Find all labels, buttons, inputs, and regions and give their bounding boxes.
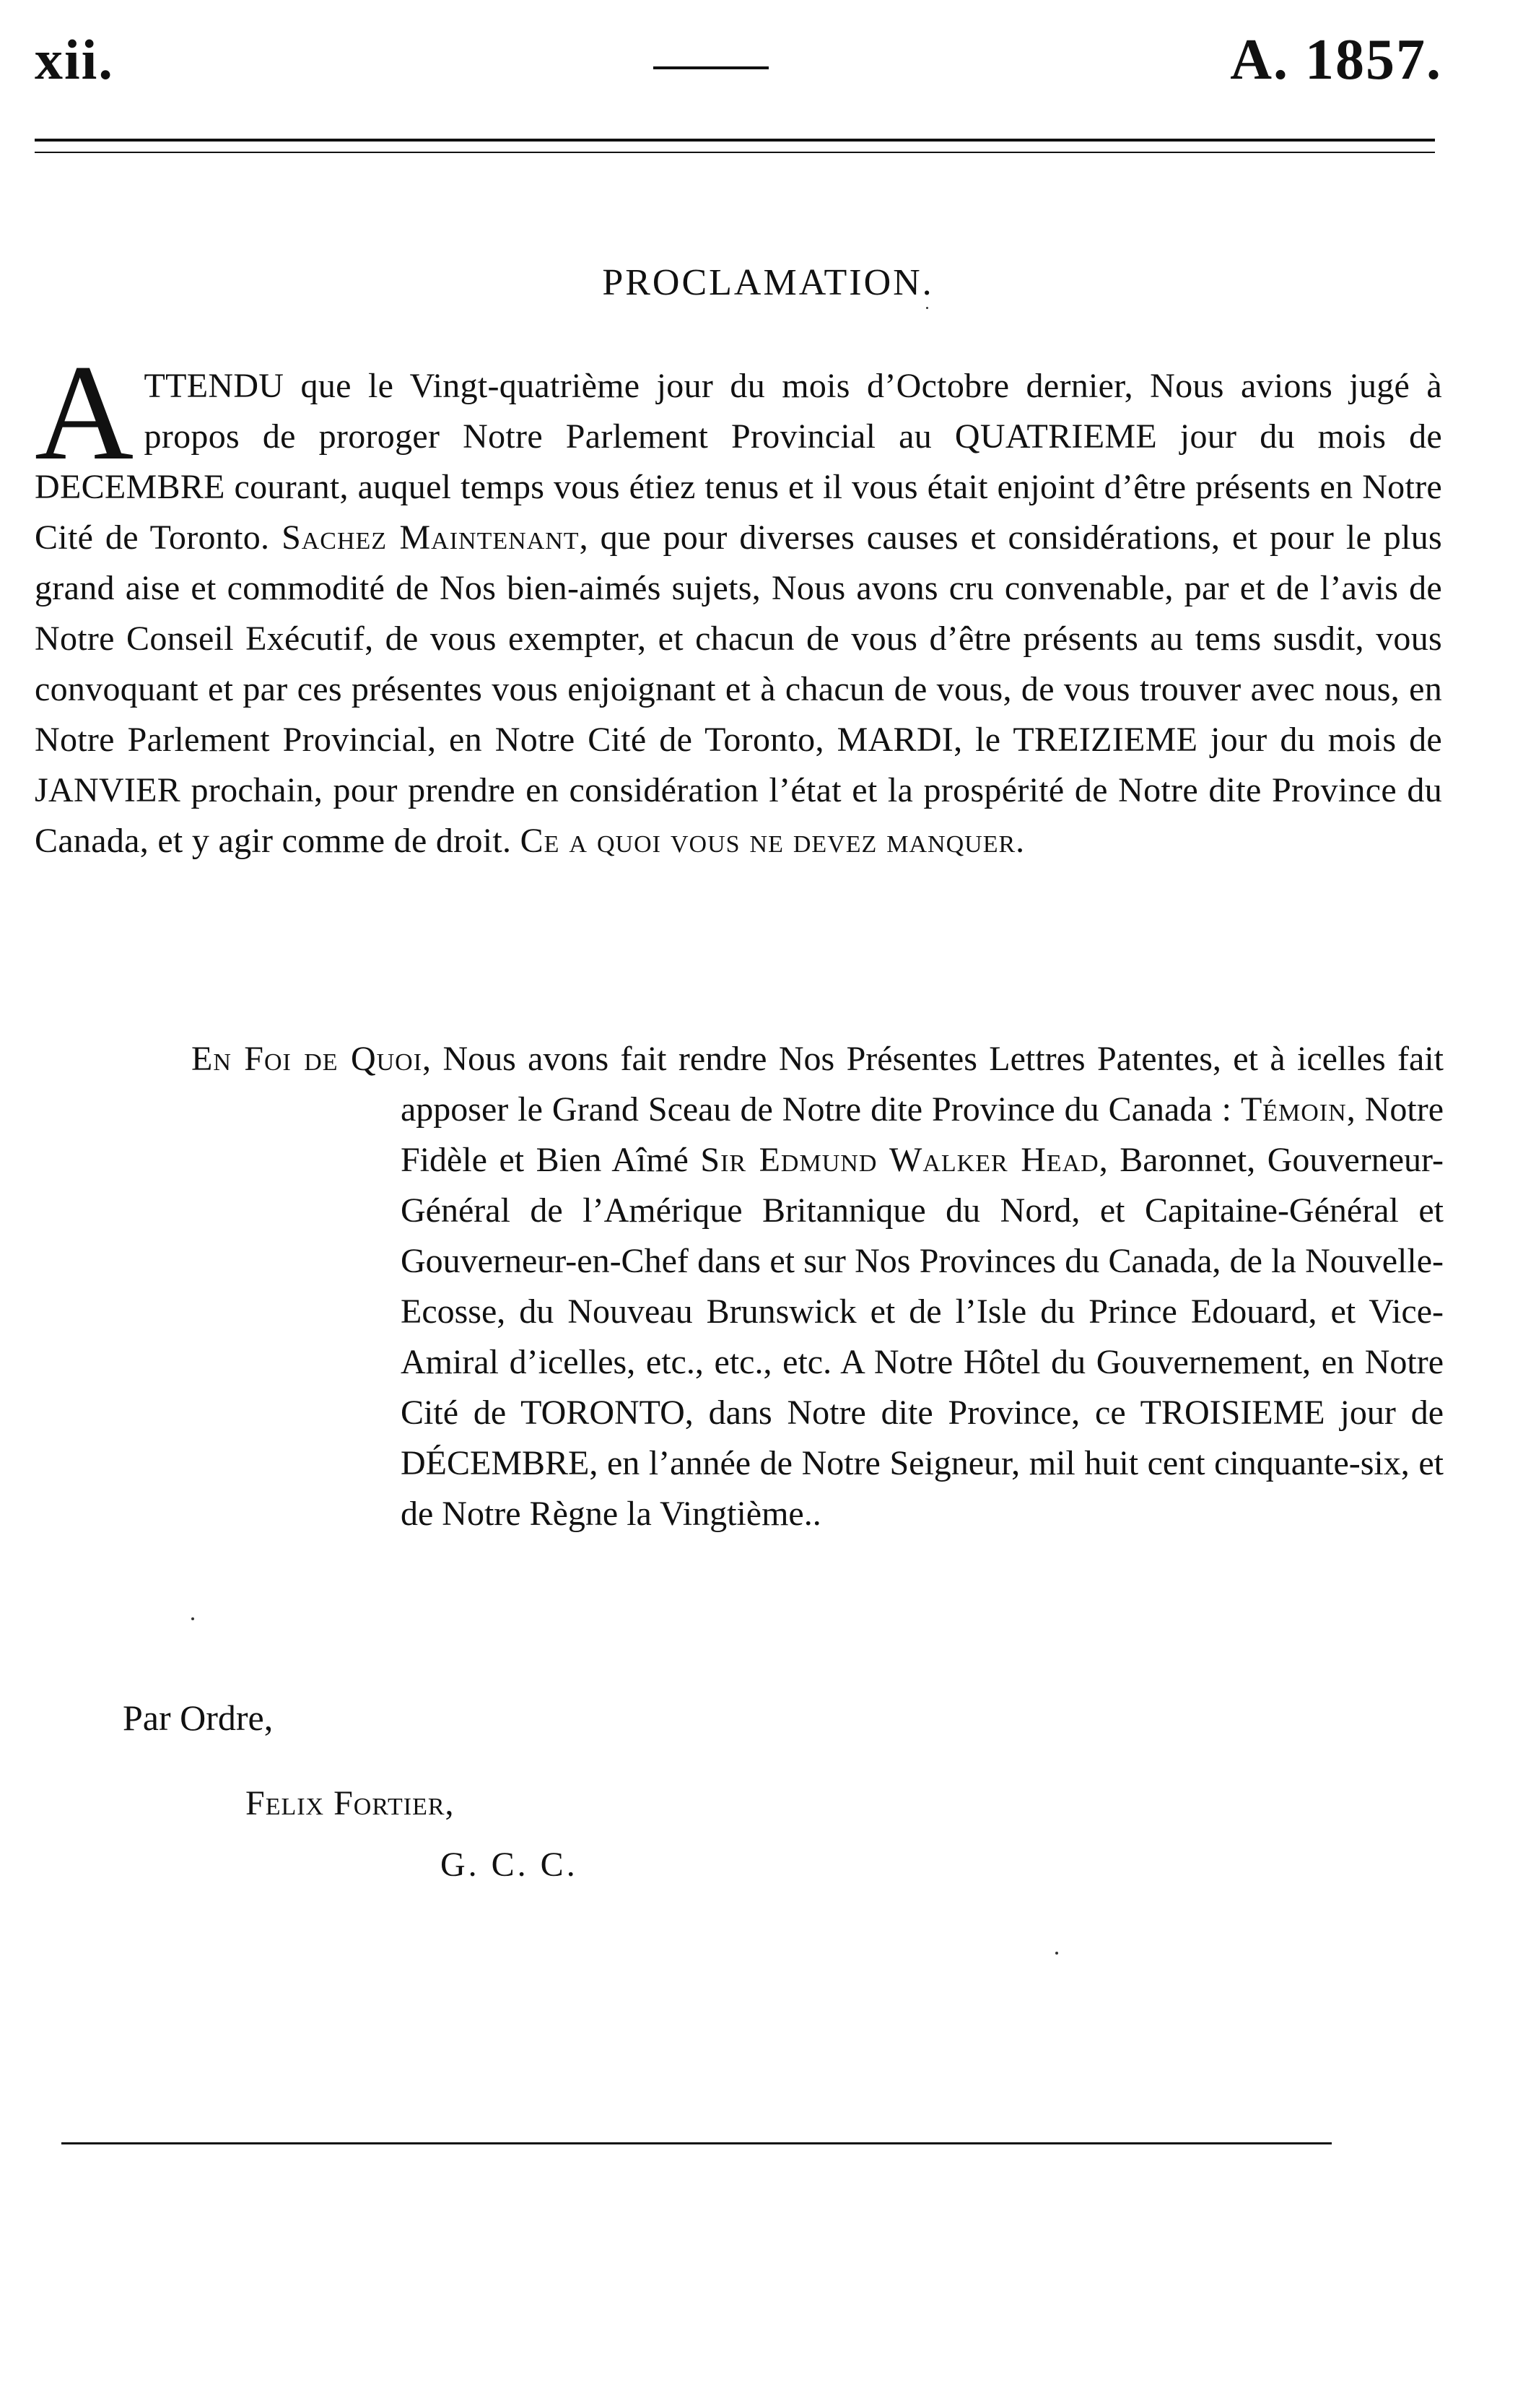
header-double-rule — [35, 139, 1435, 153]
page-year: A. 1857. — [1230, 28, 1442, 92]
proclamation-text-2: , que pour diverses causes et considérations, et pour le plus grand aise et commodité de Nos bien-aimés sujets, Nous avons cru convenable, par et de l’avis de Notre Conseil Exécutif, de vous exempter, et chacun de vous d’être présents au tems susdit, vous convoquant et par ces présentes vous enjoignant et à chacun de vous, de vous trouver avec nous, en Notre Parlement Provincial, en Notre Cité de Toronto, MARDI, le TREIZIEME jour du mois de JANVIER prochain, pour prendre en considération l’état et la prospérité de Notre dite Province du Canada, et y agir comme de droit. — [35, 518, 1443, 860]
scan-speck — [1055, 1952, 1058, 1955]
sachez-maintenant: Sachez Maintenant — [282, 518, 580, 557]
temoin: Témoin — [1240, 1090, 1347, 1129]
governor-name: Sir Edmund Walker Head — [700, 1141, 1099, 1179]
scan-speck — [191, 1617, 194, 1620]
lead-word: TTENDU — [144, 367, 284, 405]
signatory-name: Felix Fortier, — [245, 1784, 455, 1822]
signatory-title: G. C. C. — [440, 1846, 578, 1884]
document-title: PROCLAMATION. — [602, 262, 934, 303]
drop-cap: A — [35, 337, 134, 489]
par-ordre: Par Ordre, — [123, 1698, 274, 1738]
scan-speck — [926, 307, 928, 309]
attestation-text-2: , Notre Fidèle et Bien Aîmé — [401, 1090, 1444, 1179]
footer-rule — [61, 2142, 1332, 2144]
en-foi-de-quoi: En Foi de Quoi — [191, 1040, 423, 1078]
header-dash — [653, 66, 769, 69]
attestation-text-1: , Nous avons fait rendre Nos Présentes Lettres Patentes, et à icelles fait apposer le Grand Sceau de Notre dite Province du Canada : — [401, 1040, 1444, 1129]
proclamation-paragraph — [35, 337, 1443, 866]
page-number: xii. — [35, 28, 114, 91]
attestation-text-3: , Baronnet, Gouverneur-Général de l’Amérique Britannique du Nord, et Capitaine-Général et Gouverneur-en-Chef dans et sur Nos Provinces du Canada, de la Nouvelle-Ecosse, du Nouveau Brunswick et de l’Isle du Prince Edouard, et Vice-Amiral d’icelles, etc., etc., etc. A Notre Hôtel du Gouvernement, en Notre Cité de TORONTO, dans Notre dite Province, ce TROISIEME jour de DÉCEMBRE, en l’année de Notre Seigneur, mil huit cent cinquante-six, et de Notre Règne la Vingtième.. — [401, 1141, 1444, 1533]
proclamation-text-1: que le Vingt-quatrième jour du mois d’Octobre dernier, Nous avions jugé à propos de proroger Notre Parlement Provincial au QUATRIEME jour du mois de DECEMBRE courant, auquel temps vous étiez tenus et il vous était enjoint d’être présents en Notre Cité de Toronto. — [35, 367, 1442, 557]
attestation-paragraph — [191, 1034, 1444, 1539]
proclamation-closing: Ce a quoi vous ne devez manquer. — [520, 822, 1026, 860]
